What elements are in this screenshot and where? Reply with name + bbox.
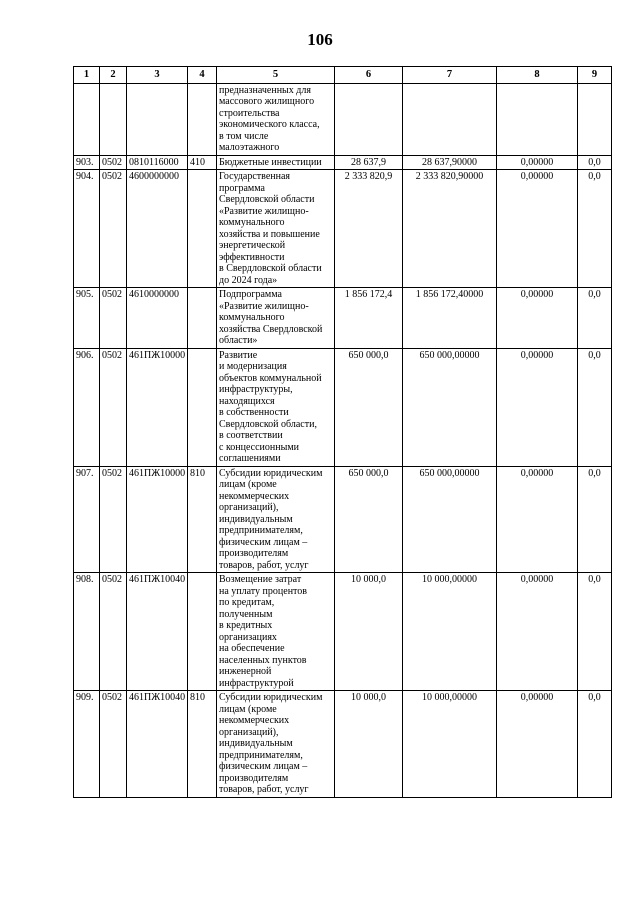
col-header-2: 2: [100, 67, 127, 84]
table-row: [74, 155, 612, 170]
share-cell: 0,00000: [497, 466, 578, 573]
name-line: экономического класса,: [219, 119, 320, 130]
table-body: [74, 83, 612, 797]
change-cell: 0,0: [578, 155, 612, 170]
row-number-cell: [74, 83, 100, 155]
name-line: Бюджетные инвестиции: [219, 156, 322, 168]
table-row: [74, 83, 612, 155]
col-header-1: 1: [74, 67, 100, 84]
name-line: Государственная: [219, 171, 291, 182]
section-code-cell: 0502: [100, 691, 127, 798]
row-number-cell: 906.: [74, 348, 100, 466]
name-line: физическим лицам –: [219, 536, 308, 548]
name-line: до 2024 года»: [219, 274, 278, 286]
share-cell: 0,00000: [497, 348, 578, 466]
page-number: 106: [307, 30, 333, 49]
name-line: в Свердловской области: [219, 263, 322, 274]
name-cell: [217, 288, 335, 349]
share-cell: [497, 83, 578, 155]
name-line: массового жилищного: [219, 96, 315, 107]
name-line: предпринимателям,: [219, 525, 303, 536]
row-number-cell: 905.: [74, 288, 100, 349]
col-header-6: 6: [335, 67, 403, 84]
name-line: индивидуальным: [219, 513, 293, 525]
name-line: индивидуальным: [219, 738, 293, 749]
name-line: и модернизация: [219, 361, 287, 372]
budget-table: [73, 66, 612, 798]
name-line: коммунального: [219, 312, 285, 323]
section-code-cell: 0502: [100, 466, 127, 573]
name-line: находящихся: [219, 395, 275, 407]
target-code-cell: 461ПЖ10040: [127, 691, 188, 798]
amount-cell: 650 000,0: [335, 348, 403, 466]
change-cell: 0,0: [578, 573, 612, 691]
name-line: по кредитам,: [219, 597, 275, 608]
share-cell: 0,00000: [497, 288, 578, 349]
name-line: некоммерческих: [219, 490, 290, 502]
section-code-cell: 0502: [100, 170, 127, 288]
name-line: в том числе: [219, 130, 269, 142]
share-cell: 0,00000: [497, 691, 578, 798]
name-line: Субсидии юридическим: [219, 692, 323, 703]
target-code-cell: [127, 83, 188, 155]
name-line: производителям: [219, 548, 289, 559]
change-cell: 0,0: [578, 466, 612, 573]
name-line: организаций),: [219, 726, 279, 738]
name-line: объектов коммунальной: [219, 372, 322, 384]
name-line: хозяйства и повышение: [219, 228, 320, 240]
amount-precise-cell: 650 000,00000: [403, 466, 497, 573]
name-line: Развитие: [219, 349, 258, 361]
section-code-cell: 0502: [100, 573, 127, 691]
section-code-cell: 0502: [100, 288, 127, 349]
change-cell: 0,0: [578, 170, 612, 288]
expense-type-cell: 810: [188, 466, 217, 573]
header-row: [74, 67, 612, 84]
name-line: на уплату процентов: [219, 585, 308, 597]
section-code-cell: [100, 83, 127, 155]
share-cell: 0,00000: [497, 170, 578, 288]
name-line: физическим лицам –: [219, 761, 308, 772]
name-line: полученным: [219, 608, 273, 620]
share-cell: 0,00000: [497, 573, 578, 691]
target-code-cell: 461ПЖ10000: [127, 348, 188, 466]
table-row: [74, 573, 612, 691]
expense-type-cell: 410: [188, 155, 217, 170]
amount-precise-cell: 1 856 172,40000: [403, 288, 497, 349]
name-line: соглашениями: [219, 453, 281, 464]
expense-type-cell: [188, 288, 217, 349]
name-line: с концессионными: [219, 441, 300, 453]
row-number-cell: 907.: [74, 466, 100, 573]
change-cell: [578, 83, 612, 155]
expense-type-cell: [188, 573, 217, 691]
section-code-cell: 0502: [100, 155, 127, 170]
table-row: [74, 348, 612, 466]
target-code-cell: 0810116000: [127, 155, 188, 170]
target-code-cell: 461ПЖ10000: [127, 466, 188, 573]
amount-cell: 650 000,0: [335, 466, 403, 573]
col-header-9: 9: [578, 67, 612, 84]
amount-precise-cell: 2 333 820,90000: [403, 170, 497, 288]
change-cell: 0,0: [578, 348, 612, 466]
table-row: [74, 170, 612, 288]
row-number-cell: 903.: [74, 155, 100, 170]
name-line: хозяйства Свердловской: [219, 323, 323, 335]
amount-precise-cell: 28 637,90000: [403, 155, 497, 170]
name-line: лицам (кроме: [219, 703, 277, 715]
name-cell: [217, 155, 335, 170]
name-line: инженерной: [219, 666, 272, 677]
target-code-cell: 4600000000: [127, 170, 188, 288]
name-line: в собственности: [219, 407, 289, 418]
name-line: в соответствии: [219, 430, 283, 441]
col-header-8: 8: [497, 67, 578, 84]
row-number-cell: 908.: [74, 573, 100, 691]
name-line: энергетической: [219, 240, 286, 251]
name-line: лицам (кроме: [219, 479, 277, 490]
col-header-5: 5: [217, 67, 335, 84]
share-cell: 0,00000: [497, 155, 578, 170]
col-header-3: 3: [127, 67, 188, 84]
name-line: малоэтажного: [219, 142, 280, 153]
name-cell: [217, 466, 335, 573]
amount-cell: 10 000,0: [335, 691, 403, 798]
name-line: предпринимателям,: [219, 749, 303, 761]
name-line: населенных пунктов: [219, 654, 307, 666]
name-line: товаров, работ, услуг: [219, 784, 309, 795]
name-line: предназначенных для: [219, 84, 311, 96]
name-line: области»: [219, 335, 258, 346]
name-cell: [217, 348, 335, 466]
expense-type-cell: 810: [188, 691, 217, 798]
name-line: в кредитных: [219, 620, 273, 631]
name-line: некоммерческих: [219, 715, 290, 726]
name-line: строительства: [219, 107, 280, 119]
amount-cell: 28 637,9: [335, 155, 403, 170]
expense-type-cell: [188, 83, 217, 155]
table-row: [74, 691, 612, 798]
name-line: производителям: [219, 772, 289, 784]
amount-cell: 1 856 172,4: [335, 288, 403, 349]
target-code-cell: 4610000000: [127, 288, 188, 349]
change-cell: 0,0: [578, 691, 612, 798]
col-header-7: 7: [403, 67, 497, 84]
row-number-cell: 904.: [74, 170, 100, 288]
row-number-cell: 909.: [74, 691, 100, 798]
amount-precise-cell: [403, 83, 497, 155]
amount-precise-cell: 10 000,00000: [403, 691, 497, 798]
table-row: [74, 288, 612, 349]
name-line: эффективности: [219, 251, 285, 263]
name-line: «Развитие жилищно-: [219, 205, 309, 217]
amount-precise-cell: 650 000,00000: [403, 348, 497, 466]
name-line: организаций),: [219, 502, 279, 513]
name-line: программа: [219, 182, 265, 194]
name-line: организациях: [219, 631, 277, 643]
section-code-cell: 0502: [100, 348, 127, 466]
name-line: коммунального: [219, 217, 285, 228]
expense-type-cell: [188, 348, 217, 466]
name-cell: [217, 573, 335, 691]
name-line: Свердловской области: [219, 194, 315, 205]
name-line: на обеспечение: [219, 643, 285, 654]
name-cell: [217, 691, 335, 798]
amount-precise-cell: 10 000,00000: [403, 573, 497, 691]
amount-cell: 10 000,0: [335, 573, 403, 691]
name-line: Возмещение затрат: [219, 574, 302, 585]
name-line: инфраструктурой: [219, 677, 294, 689]
name-line: Подпрограмма: [219, 289, 282, 300]
name-cell: [217, 170, 335, 288]
change-cell: 0,0: [578, 288, 612, 349]
col-header-4: 4: [188, 67, 217, 84]
amount-cell: 2 333 820,9: [335, 170, 403, 288]
name-line: инфраструктуры,: [219, 384, 293, 395]
name-cell: [217, 83, 335, 155]
name-line: «Развитие жилищно-: [219, 300, 309, 312]
target-code-cell: 461ПЖ10040: [127, 573, 188, 691]
name-line: Субсидии юридическим: [219, 467, 323, 479]
name-line: товаров, работ, услуг: [219, 559, 309, 571]
amount-cell: [335, 83, 403, 155]
name-line: Свердловской области,: [219, 418, 317, 430]
expense-type-cell: [188, 170, 217, 288]
table-row: [74, 466, 612, 573]
